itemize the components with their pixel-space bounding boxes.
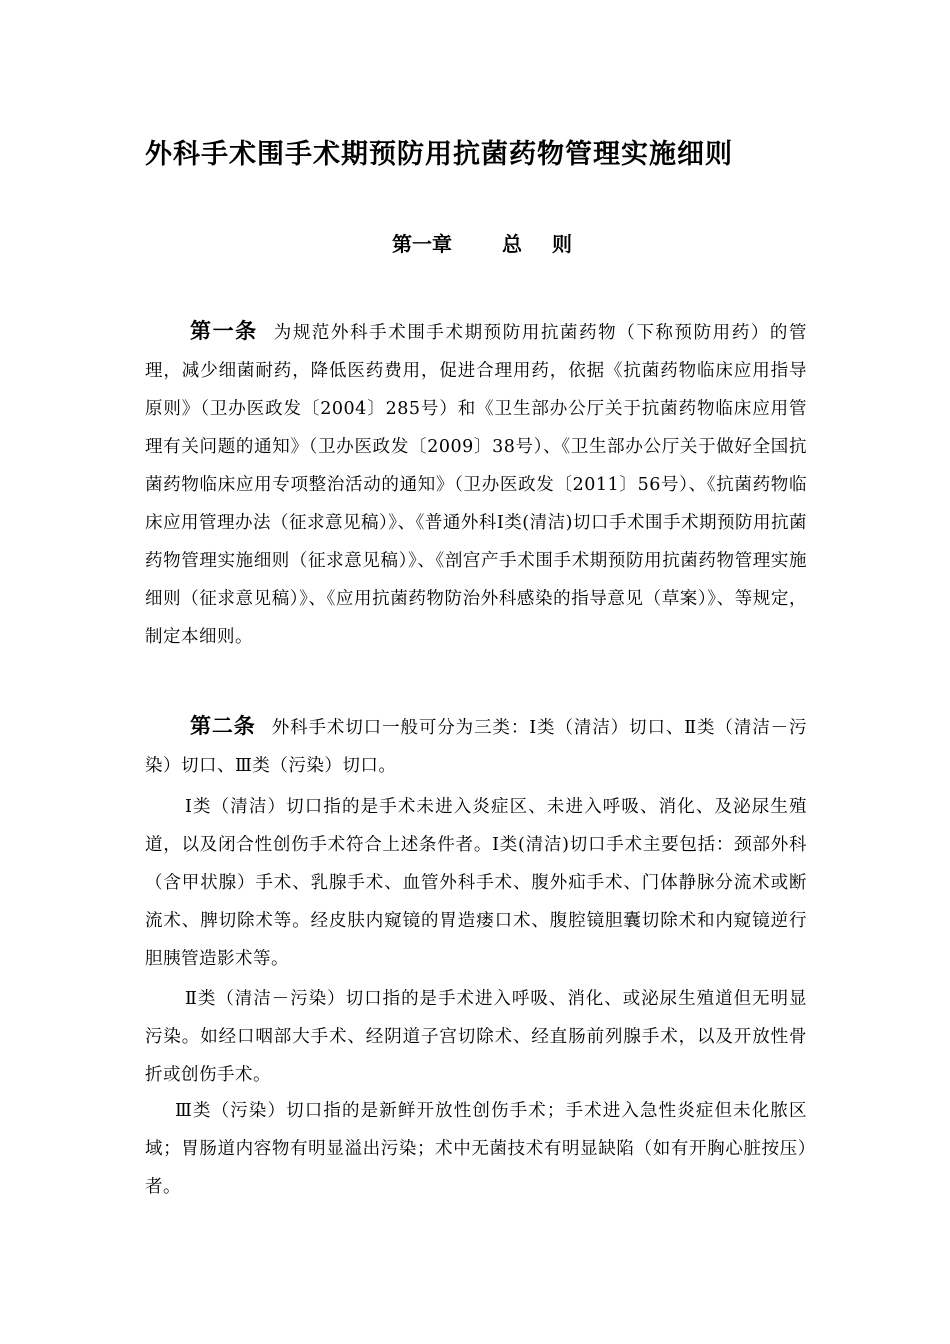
chapter-name-part1: 总 bbox=[502, 232, 522, 256]
paragraph-class1-incision: Ⅰ类（清洁）切口指的是手术未进入炎症区、未进入呼吸、消化、及泌尿生殖道，以及闭合性创伤手术符合上述条件者。Ⅰ类(清洁)切口手术主要包括：颈部外科（含甲状腺）手术、乳腺手术、血管外科手术、腹外疝手术、门体静脉分流术或断流术、脾切除术等。经皮肤内窥镜的胃造瘘口术、腹腔镜胆囊切除术和内窥镜逆行胆胰管造影术等。 bbox=[145, 797, 807, 969]
article-2 bbox=[145, 707, 807, 785]
article-1 bbox=[145, 312, 807, 656]
chapter-heading bbox=[392, 228, 572, 257]
chapter-name-part2: 则 bbox=[552, 232, 572, 256]
chapter-number: 第一章 bbox=[392, 232, 452, 256]
article-2-text: 外科手术切口一般可分为三类：Ⅰ类（清洁）切口、Ⅱ类（清洁－污染）切口、Ⅲ类（污染）切口。 bbox=[145, 718, 808, 776]
article-2-label: 第二条 bbox=[190, 714, 256, 738]
paragraph-class2-incision: Ⅱ类（清洁－污染）切口指的是手术进入呼吸、消化、或泌尿生殖道但无明显污染。如经口咽部大手术、经阴道子宫切除术、经直肠前列腺手术，以及开放性骨折或创伤手术。 bbox=[145, 989, 807, 1085]
document-title: 外科手术围手术期预防用抗菌药物管理实施细则 bbox=[145, 139, 733, 170]
article-1-label: 第一条 bbox=[190, 319, 258, 343]
article-1-text: 为规范外科手术围手术期预防用抗菌药物（下称预防用药）的管理，减少细菌耐药，降低医药费用，促进合理用药，依据《抗菌药物临床应用指导原则》（卫办医政发〔2004〕285号）和《卫生部办公厅关于抗菌药物临床应用管理有关问题的通知》（卫办医政发〔2009〕38号）、《卫生部办公厅关于做好全国抗菌药物临床应用专项整治活动的通知》（卫办医政发〔2011〕56号）、《抗菌药物临床应用管理办法（征求意见稿）》、《普通外科Ⅰ类(清洁)切口手术围手术期预防用抗菌药物管理实施细则（征求意见稿）》、《剖宫产手术围手术期预防用抗菌药物管理实施细则（征求意见稿）》、《应用抗菌药物防治外科感染的指导意见（草案）》、等规定，制定本细则。 bbox=[145, 323, 807, 647]
paragraph-class3-incision: Ⅲ类（污染）切口指的是新鲜开放性创伤手术；手术进入急性炎症但未化脓区域；胃肠道内容物有明显溢出污染；术中无菌技术有明显缺陷（如有开胸心脏按压）者。 bbox=[145, 1101, 807, 1197]
